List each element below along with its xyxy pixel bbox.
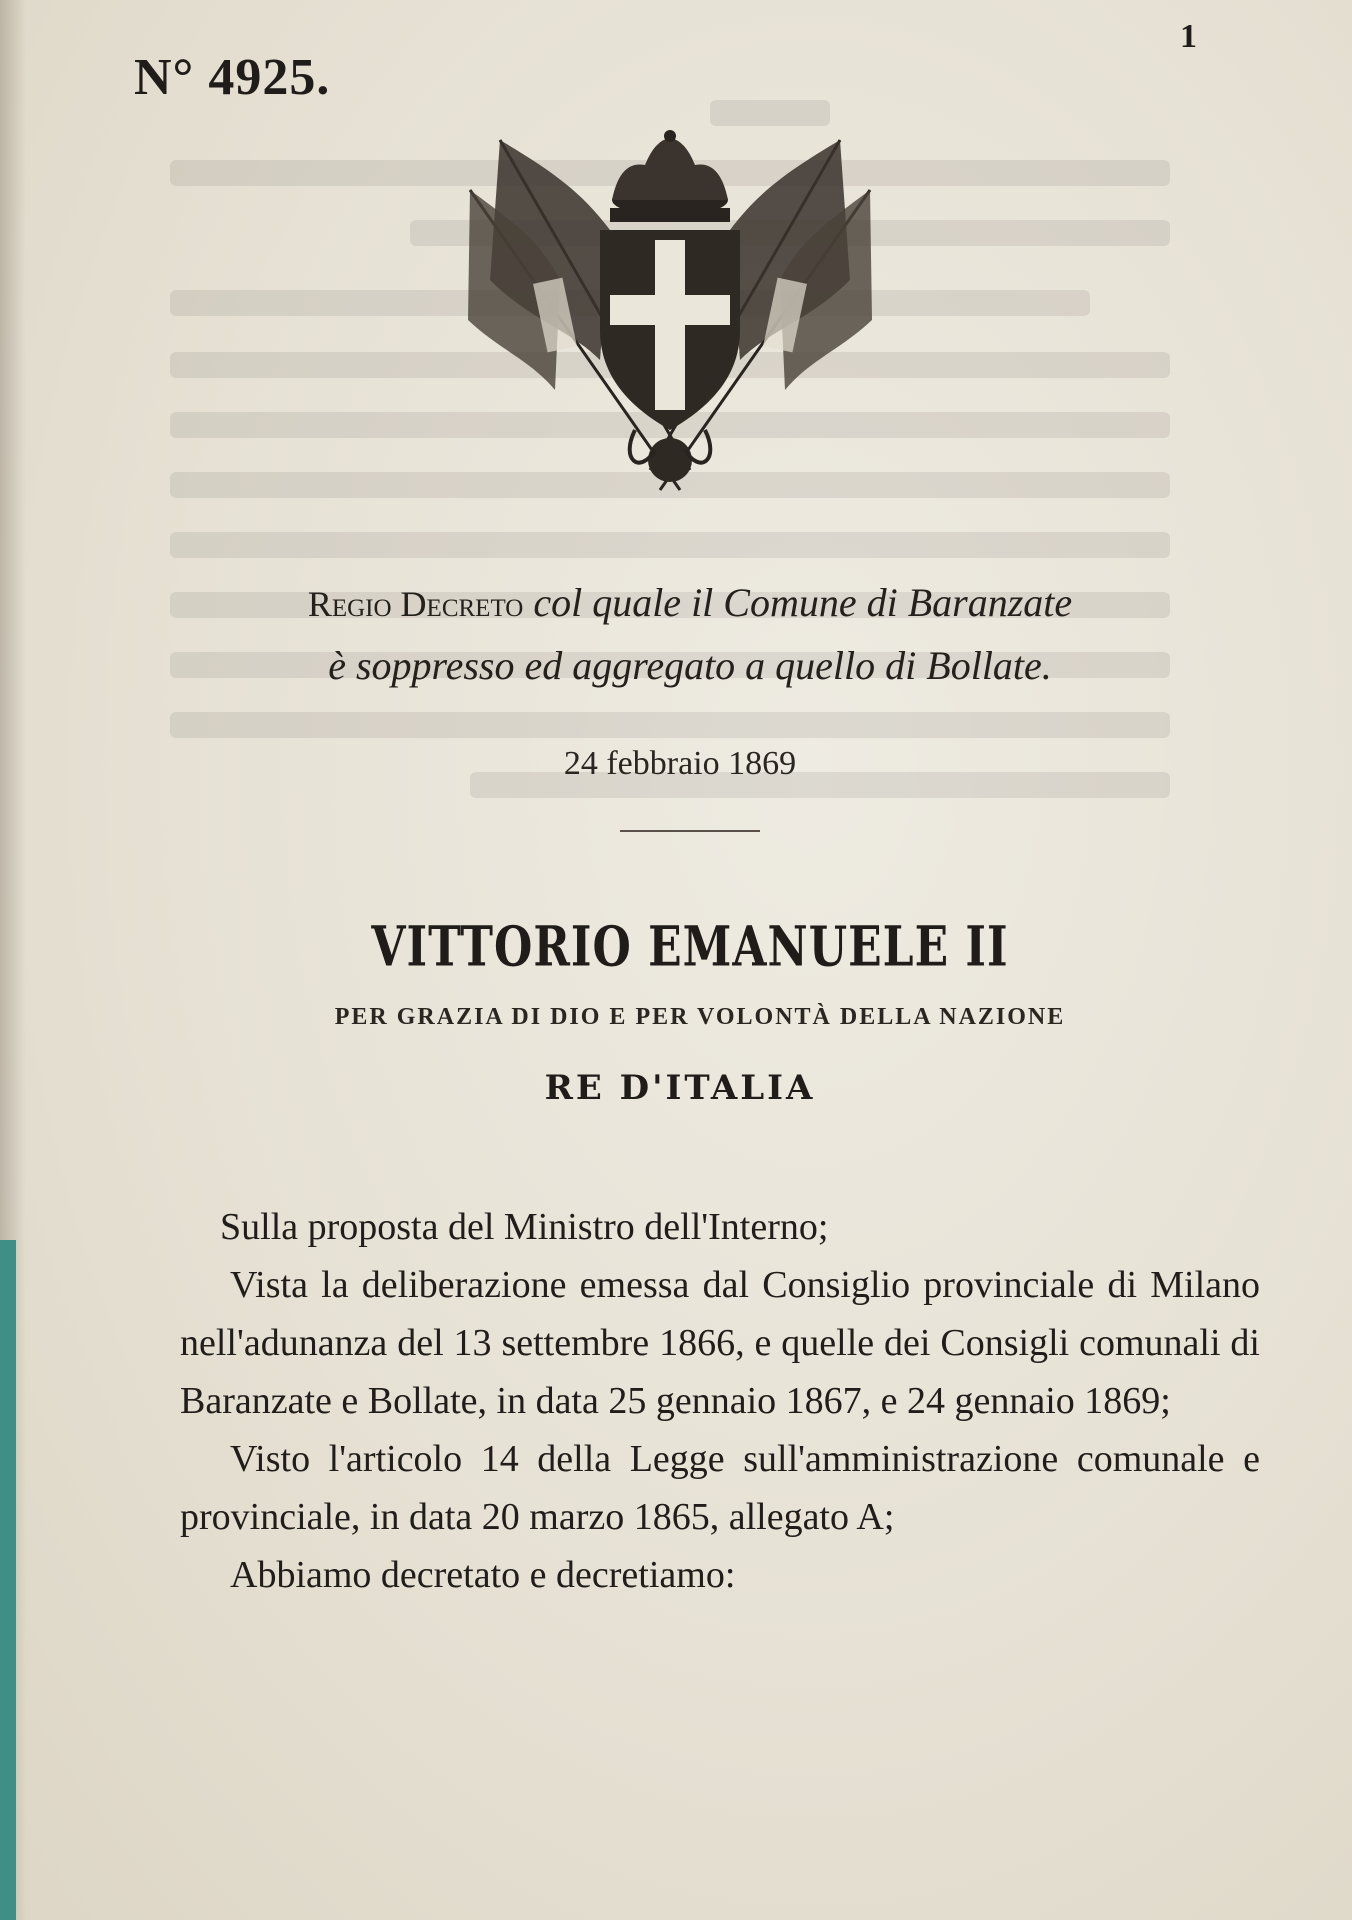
decree-body: [180, 1198, 1260, 1604]
decree-title: [160, 572, 1220, 697]
sovereign-name: VITTORIO EMANUELE II: [371, 915, 1009, 980]
title-lead: Regio Decreto: [307, 584, 524, 624]
page-number: 1: [1180, 18, 1197, 55]
title-line1: col quale il Comune di Baranzate: [533, 580, 1073, 625]
paragraph-decree: Abbiamo decretato e decretiamo:: [230, 1554, 736, 1596]
decree-number: N° 4925.: [134, 49, 331, 106]
title-line2: è soppresso ed aggregato a quello di Bollate.: [328, 643, 1052, 688]
paragraph-proposal: Sulla proposta del Ministro dell'Interno;: [220, 1206, 829, 1248]
decree-date: 24 febbraio 1869: [563, 745, 797, 782]
savoy-coat-of-arms-icon: [460, 130, 880, 520]
divider: [620, 830, 760, 832]
paragraph-deliberation: Vista la deliberazione emessa dal Consiglio provinciale di Milano nell'adunanza del 13 settembre 1866, e quelle dei Consigli comunali di Baranzate e Bollate, in data 25 gennaio 1867, e 24 gennaio 1869;: [180, 1264, 1260, 1422]
background-surface: [0, 1240, 16, 1920]
paragraph-article: Visto l'articolo 14 della Legge sull'amministrazione comunale e provinciale, in data 20 marzo 1865, allegato A;: [180, 1438, 1260, 1538]
sovereign-grace: PER GRAZIA DI DIO E PER VOLONTÀ DELLA NAZIONE: [334, 1004, 1066, 1030]
sovereign-title: RE D'ITALIA: [544, 1068, 816, 1108]
